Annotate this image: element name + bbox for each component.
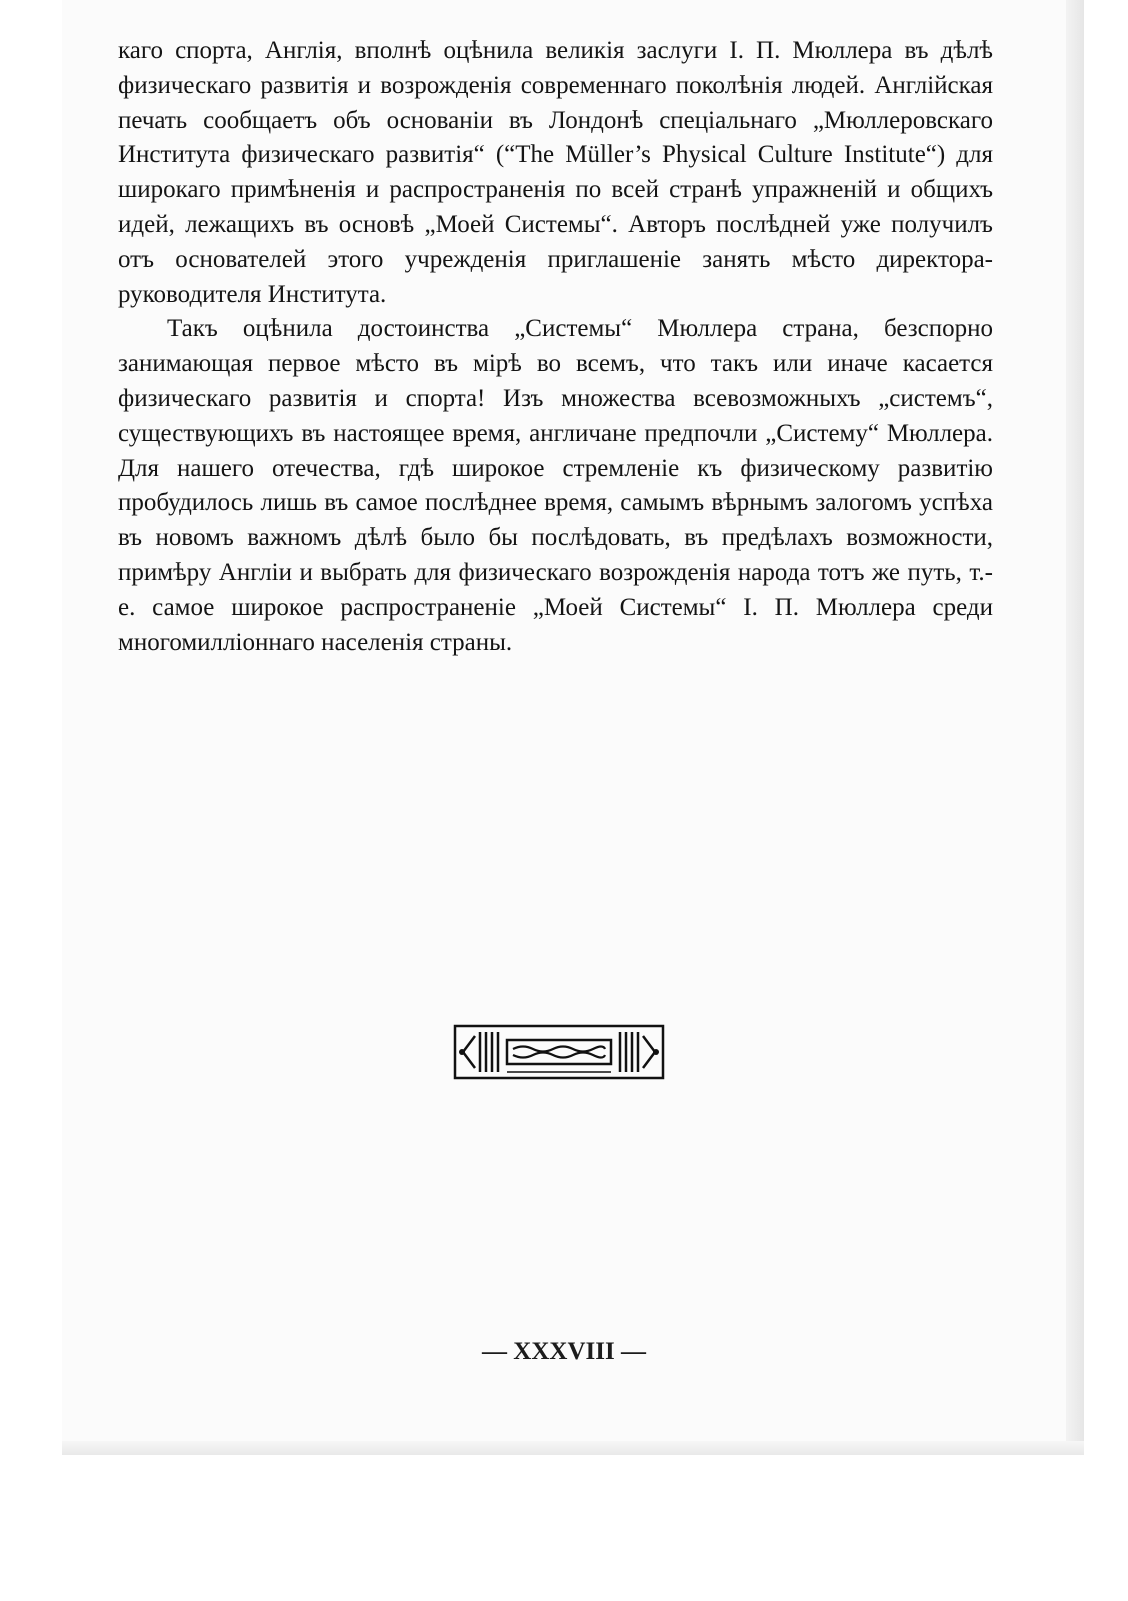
paragraph-1: каго спорта, Англія, вполнѣ оцѣнила великія заслуги I. П. Мюллера въ дѣлѣ физическаго развитія и возрожденія современнаго поколѣнія людей. Англійская печать сообщаетъ объ основаніи въ Лондонѣ спеціальнаго „Мюллеровскаго Института физическаго развитія“ (“The Müller’s Physical Culture Institute“) для широкаго примѣненія и распространенія по всей странѣ упражненій и общихъ идей, лежащихъ въ основѣ „Моей Системы“. Авторъ послѣдней уже получилъ отъ основателей этого учрежденія приглашеніе занять мѣсто директора-руководителя Института. <box>118 37 993 308</box>
body-text <box>118 34 993 660</box>
paragraph-2: Такъ оцѣнила достоинства „Системы“ Мюллера страна, безспорно занимающая первое мѣсто въ мірѣ во всемъ, что такъ или иначе касается физическаго развитія и спорта! Изъ множества всевозможныхъ „системъ“, существующихъ въ настоящее время, англичане предпочли „Систему“ Мюллера. Для нашего отечества, гдѣ широкое стремленіе къ физическому развитію пробудилось лишь въ самое послѣднее время, самымъ вѣрнымъ залогомъ успѣха въ новомъ важномъ дѣлѣ было бы послѣдовать, въ предѣлахъ возможности, примѣру Англіи и выбрать для физическаго возрожденія народа тотъ же путь, т.-е. самое широкое распространеніе „Моей Системы“ I. П. Мюллера среди многомилліоннаго населенія страны. <box>118 315 993 656</box>
page-edge-right <box>1066 0 1084 1455</box>
page-edge-bottom <box>62 1441 1084 1455</box>
decorative-tailpiece-icon <box>453 1024 665 1080</box>
page-number: — XXXVIII — <box>482 1338 646 1365</box>
